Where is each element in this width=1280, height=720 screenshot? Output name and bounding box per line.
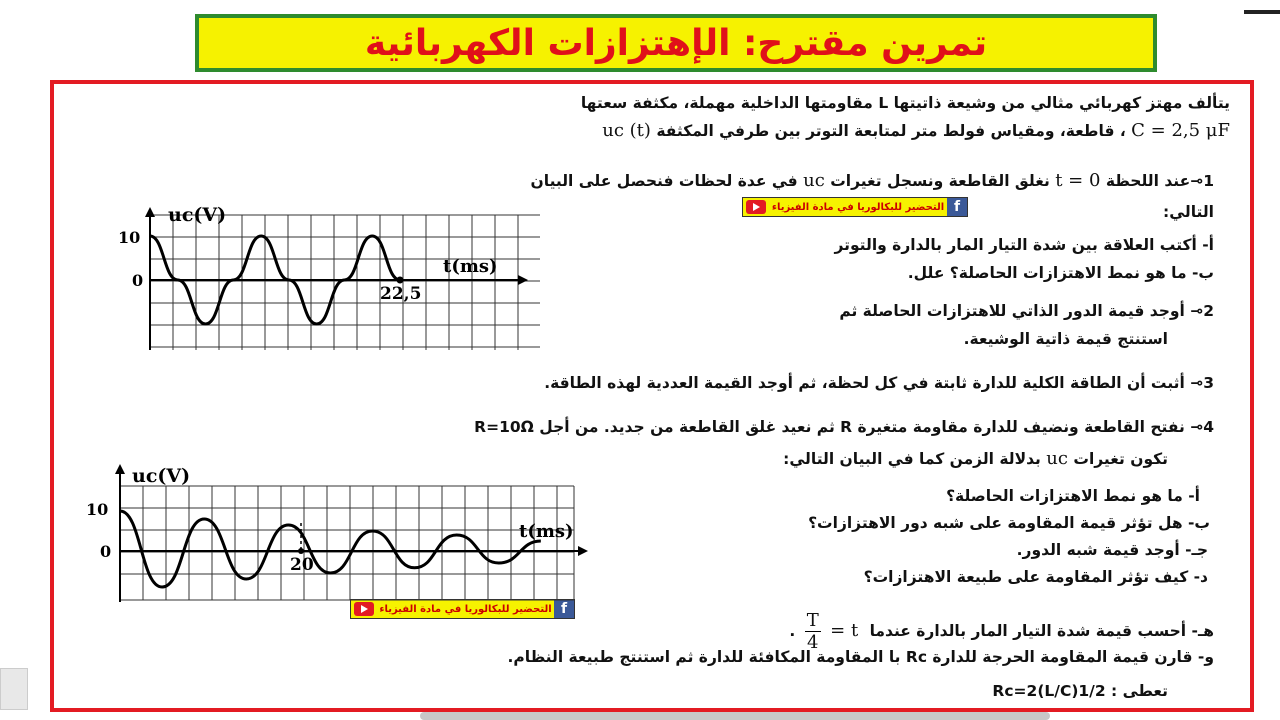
q3-line-1: 3⊸ أثبت أن الطاقة الكلية للدارة ثابتة في كل لحظة، ثم أوجد القيمة العددية لهذه الطاقة. xyxy=(544,374,1214,392)
badge-text-2: التحضير للبكالوريا في مادة الفيزياء xyxy=(379,603,552,615)
q4-line-1 xyxy=(474,418,1214,436)
intro-line-2 xyxy=(602,120,1230,141)
intro-line-1: يتألف مهتز كهربائي مثالي من وشيعة ذاتيتها L مقاومتها الداخلية مهملة، مكثفة سعتها xyxy=(580,94,1230,112)
graph-2-xlabel: t(ms) xyxy=(519,521,574,542)
facebook-icon: f xyxy=(947,198,967,216)
q4-part-b: ب- هل تؤثر قيمة المقاومة على شبه دور الاهتزازات؟ xyxy=(808,514,1210,532)
page-title: تمرين مقترح: الإهتزازات الكهربائية xyxy=(364,22,988,64)
graph-2-ylabel: uc(V) xyxy=(132,465,191,487)
q4-part-a: أ- ما هو نمط الاهتزازات الحاصلة؟ xyxy=(946,487,1200,505)
q4-line2-a: تكون تغيرات xyxy=(1073,450,1168,468)
window-edge-mark xyxy=(1244,10,1280,14)
q1-part-b: ب- ما هو نمط الاهتزازات الحاصلة؟ علل. xyxy=(907,264,1214,282)
title-banner xyxy=(195,14,1157,72)
side-scroll-tab[interactable] xyxy=(0,668,28,710)
graph-1-y-arrow xyxy=(145,207,155,217)
uc-symbol-2: uc xyxy=(1046,448,1068,469)
q4-given xyxy=(992,682,1168,700)
q1-suffix: في عدة لحظات فنحصل على البيان xyxy=(530,172,798,190)
intro-line-2-text: ، قاطعة، ومقياس فولط متر لمتابعة التوتر بين طرفي المكثفة xyxy=(656,122,1126,140)
q2-line-2: استنتج قيمة ذاتية الوشيعة. xyxy=(963,330,1168,348)
uc-symbol: uc xyxy=(803,170,825,191)
q4-line2-b: بدلالة الزمن كما في البيان التالي: xyxy=(783,450,1041,468)
youtube-icon xyxy=(746,200,766,214)
q1-part-a: أ- أكتب العلاقة بين شدة التيار المار بالدارة والتوتر xyxy=(834,236,1214,254)
q1-prefix: 1⊸عند اللحظة xyxy=(1105,172,1214,190)
graph-1-x-arrow xyxy=(518,275,528,285)
capacitance-value: C = 2,5 μF xyxy=(1131,120,1230,141)
formula-fraction xyxy=(805,610,821,653)
formula-denominator: 4 xyxy=(806,632,819,653)
graph-2-y-arrow xyxy=(115,464,125,474)
graph-2-grid xyxy=(120,486,574,600)
graph-2-curve xyxy=(120,511,541,587)
q4-part-e-text: هـ- أحسب قيمة شدة التيار المار بالدارة عندما xyxy=(869,622,1214,640)
q4-line-2 xyxy=(783,448,1168,469)
t0-symbol: t = 0 xyxy=(1055,170,1101,191)
graph-2-tick-0: 0 xyxy=(100,542,112,561)
q1-middle: نغلق القاطعة ونسجل تغيرات xyxy=(830,172,1050,190)
horizontal-scrollbar[interactable] xyxy=(420,712,1050,720)
badge-text: التحضير للبكالوريا في مادة الفيزياء xyxy=(771,201,945,213)
q4-part-d: د- كيف تؤثر المقاومة على طبيعة الاهتزازات؟ xyxy=(863,568,1208,586)
q1-line-2: التالي: xyxy=(1163,203,1214,221)
graph-1 xyxy=(110,205,540,355)
channel-badge-1[interactable] xyxy=(742,197,968,217)
q4-text: 4⊸ نفتح القاطعة ونضيف للدارة مقاومة متغيرة R ثم نعيد غلق القاطعة من جديد. من أجل xyxy=(539,418,1214,436)
formula-t: t = xyxy=(830,620,859,641)
q4-part-f: و- قارن قيمة المقاومة الحرجة للدارة Rc با المقاومة المكافئة للدارة ثم استنتج طبيعة النظام. xyxy=(507,648,1214,666)
q4-part-c: جـ- أوجد قيمة شبه الدور. xyxy=(1016,541,1208,559)
graph-1-end-point xyxy=(397,277,404,284)
graph-1-grid xyxy=(150,215,540,350)
facebook-icon-2: f xyxy=(554,600,574,618)
graph-2-tick-10: 10 xyxy=(86,500,109,519)
graph-1-ylabel: uc(V) xyxy=(168,205,227,226)
graph-1-tick-10: 10 xyxy=(118,228,141,247)
graph-1-tick-0: 0 xyxy=(132,271,144,290)
graph-1-xlabel: t(ms) xyxy=(443,256,498,277)
graph-1-annotation: 22,5 xyxy=(380,284,422,304)
graph-2-x-arrow xyxy=(578,546,588,556)
q1-line-1 xyxy=(531,170,1214,191)
graph-2-annotation: 20 xyxy=(290,555,314,575)
uc-t-symbol: uc (t) xyxy=(602,120,651,141)
q4-part-e: هـ- أحسب قيمة شدة التيار المار بالدارة عندما t = $\frac{T}{4}$ . xyxy=(789,610,1214,653)
rc-formula: Rc=2(L/C)1/2 xyxy=(992,682,1106,700)
graph-2 xyxy=(82,462,602,612)
graph-2-point xyxy=(298,548,304,554)
r-value: R=10Ω xyxy=(474,418,534,436)
formula-numerator: T xyxy=(806,610,819,631)
q2-line-1: 2⊸ أوجد قيمة الدور الذاتي للاهتزازات الحاصلة ثم xyxy=(839,302,1214,320)
given-label: تعطى : xyxy=(1111,682,1168,700)
